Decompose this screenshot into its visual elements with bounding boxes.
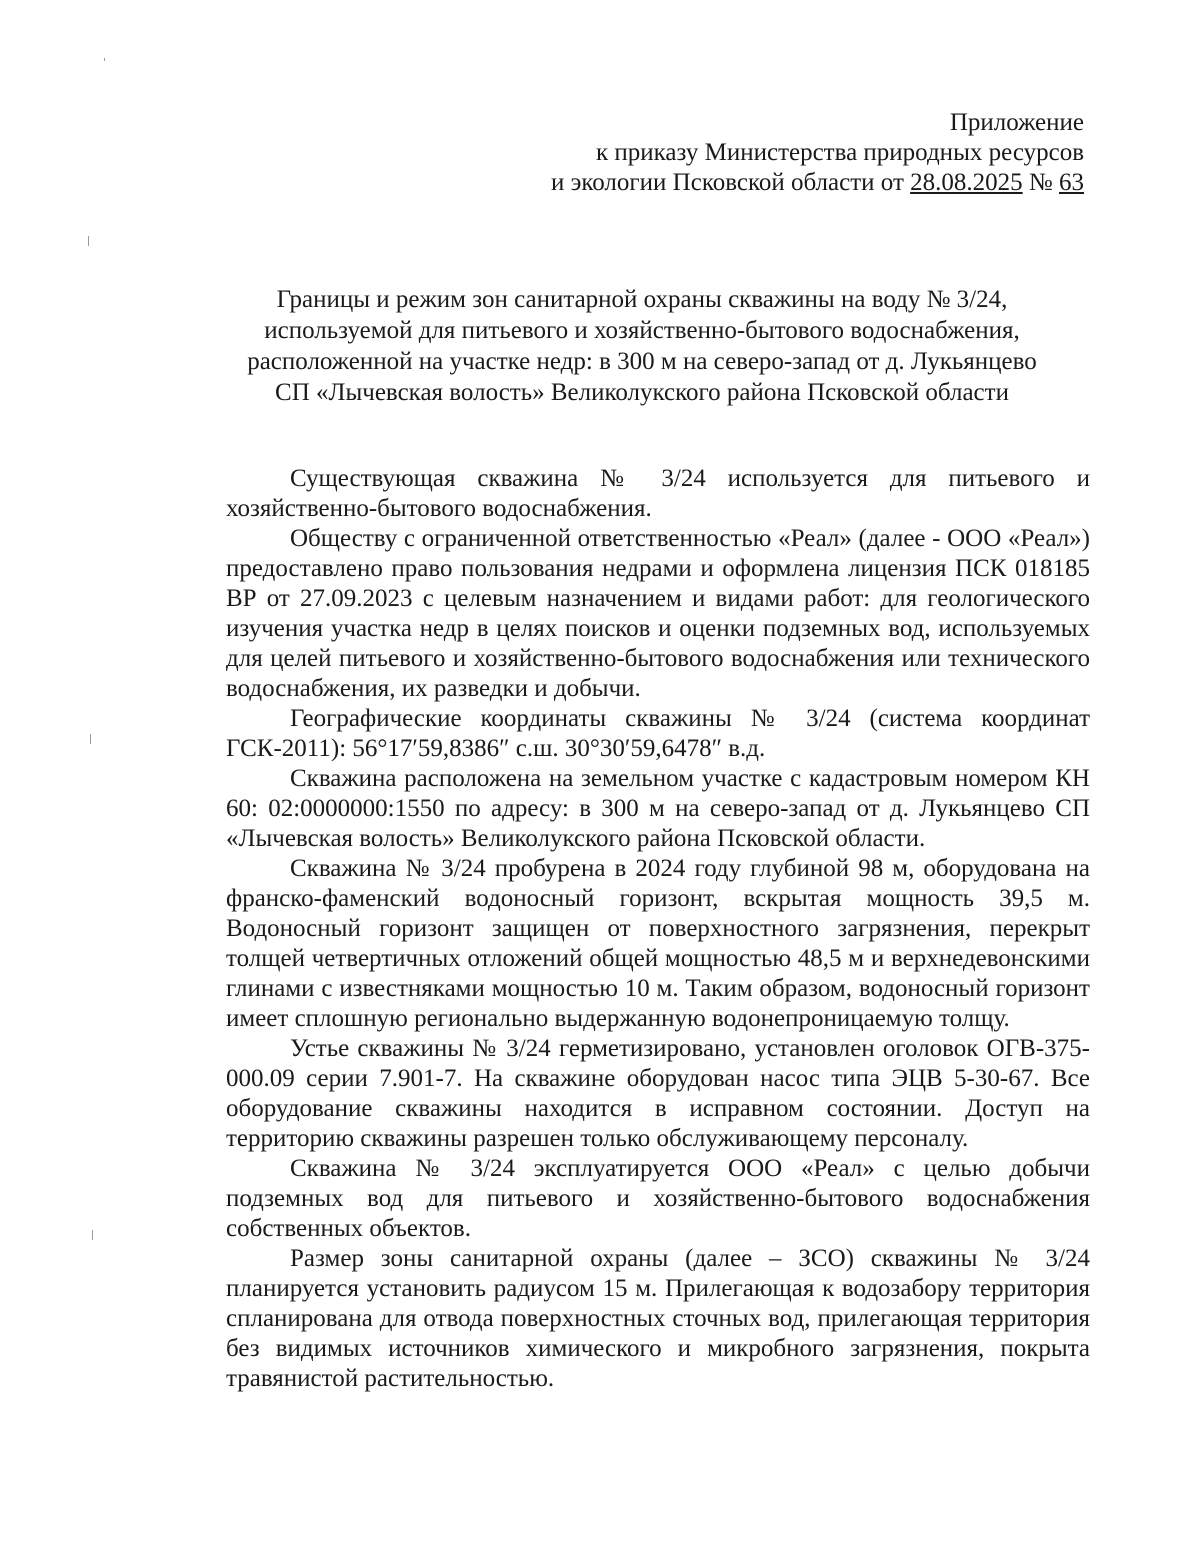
scan-mark: [88, 236, 89, 246]
document-body: [226, 464, 1090, 1394]
paragraph: Размер зоны санитарной охраны (далее – ЗСО) скважины № 3/24 планируется установить радиусом 15 м. Прилегающая к водозабору территория спланирована для отвода поверхностных сточных вод, прилегающая территория без видимых источников химического и микробного загрязнения, покрыта травянистой растительностью.: [226, 1245, 1090, 1392]
paragraph: Устье скважины № 3/24 герметизировано, установлен оголовок ОГВ-375-000.09 серии 7.901-7. На скважине оборудован насос типа ЭЦВ 5-30-67. Все оборудование скважины находится в исправном состоянии. Доступ на территорию скважины разрешен только обслуживающему персоналу.: [226, 1035, 1090, 1152]
order-date: 28.08.2025: [910, 169, 1023, 196]
scan-mark: [104, 58, 105, 61]
order-date-line: и экологии Псковской области от 28.08.2025 № 63: [551, 169, 1084, 196]
document-title: Границы и режим зон санитарной охраны скважины на воду № 3/24, используемой для питьевого и хозяйственно-бытового водоснабжения, расположенной на участке недр: в 300 м на северо-запад от д. Лукьянцево СП «Лычевская волость» Великолукского района Псковской области: [247, 286, 1037, 406]
order-reference: к приказу Министерства природных ресурсов: [595, 139, 1084, 166]
paragraph: Скважина расположена на земельном участке с кадастровым номером КН 60: 02:0000000:1550 по адресу: в 300 м на северо-запад от д. Лукьянцево СП «Лычевская волость» Великолукского района Псковской области.: [226, 765, 1090, 852]
appendix-header: [551, 108, 1084, 198]
order-number: 63: [1059, 169, 1084, 196]
paragraph: Существующая скважина № 3/24 используется для питьевого и хозяйственно-бытового водоснабжения.: [226, 465, 1090, 522]
paragraph: Обществу с ограниченной ответственностью «Реал» (далее - ООО «Реал») предоставлено право пользования недрами и оформлена лицензия ПСК 018185 ВР от 27.09.2023 с целевым назначением и видами работ: для геологического изучения участка недр в целях поисков и оценки подземных вод, используемых для целей питьевого и хозяйственно-бытового водоснабжения или технического водоснабжения, их разведки и добычи.: [226, 525, 1090, 702]
scan-mark: [92, 1230, 93, 1240]
appendix-label: Приложение: [949, 109, 1084, 136]
scan-mark: [90, 734, 91, 744]
paragraph: Географические координаты скважины № 3/24 (система координат ГСК-2011): 56°17′59,8386″ с.ш. 30°30′59,6478″ в.д.: [226, 705, 1090, 762]
paragraph: Скважина № 3/24 пробурена в 2024 году глубиной 98 м, оборудована на франско-фаменский водоносный горизонт, вскрытая мощность 39,5 м. Водоносный горизонт защищен от поверхностного загрязнения, перекрыт толщей четвертичных отложений общей мощностью 48,5 м и верхнедевонскими глинами с известняками мощностью 10 м. Таким образом, водоносный горизонт имеет сплошную регионально выдержанную водонепроницаемую толщу.: [226, 855, 1090, 1032]
paragraph: Скважина № 3/24 эксплуатируется ООО «Реал» с целью добычи подземных вод для питьевого и хозяйственно-бытового водоснабжения собственных объектов.: [226, 1155, 1090, 1242]
